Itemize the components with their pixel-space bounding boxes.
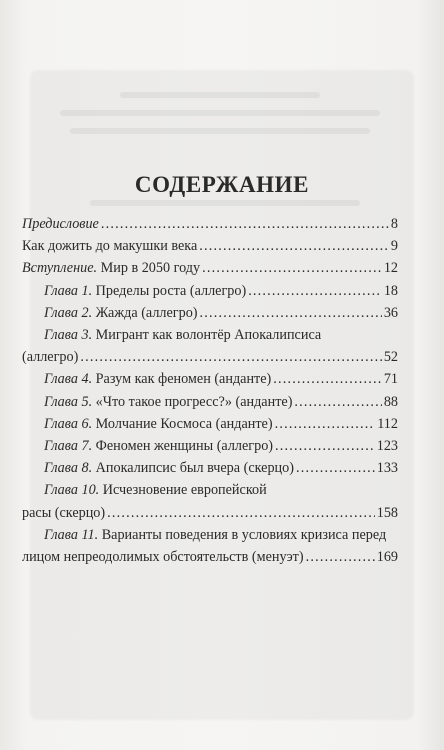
toc-entry-chapter-4[interactable] [22, 368, 398, 390]
dot-leader [101, 213, 389, 235]
dot-leader [296, 457, 375, 479]
page-number: 123 [376, 438, 398, 455]
toc-entry-chapter-8[interactable] [22, 457, 398, 479]
dot-leader [273, 368, 382, 390]
toc-entry-label: Глава 2. Жажда (аллегро) [44, 304, 198, 321]
toc-entry-label-continued: (аллегро) [22, 349, 79, 366]
toc-entry-intro-essay[interactable] [22, 235, 398, 257]
page-number: 52 [383, 349, 398, 366]
dot-leader [248, 280, 382, 302]
toc-entry-label-continued: расы (скерцо) [22, 504, 106, 521]
toc-entry-label: Глава 4. Разум как феномен (анданте) [44, 371, 272, 388]
dot-leader [80, 346, 381, 368]
page-number: 71 [383, 371, 398, 388]
page-number: 112 [377, 415, 398, 432]
page-title: СОДЕРЖАНИЕ [134, 172, 310, 197]
toc-entry-label: Глава 8. Апокалипсис был вчера (скерцо) [44, 460, 294, 477]
toc-entry-chapter-2[interactable] [22, 302, 398, 324]
toc-entry-chapter-5[interactable] [22, 391, 398, 413]
toc-entry-label: Глава 10. Исчезновение европейской [44, 482, 267, 499]
dot-leader [275, 413, 376, 435]
toc-entry-chapter-10-continued[interactable] [22, 502, 398, 524]
toc-entry-chapter-3-continued[interactable] [22, 346, 398, 368]
dot-leader [294, 391, 381, 413]
page-number: 8 [390, 216, 398, 232]
dot-leader [275, 435, 375, 457]
page-number: 169 [376, 549, 398, 566]
dot-leader [200, 302, 382, 324]
show-through-line [90, 200, 360, 206]
page-number: 36 [383, 304, 398, 321]
toc-entry-label: Глава 7. Феномен женщины (аллегро) [44, 438, 274, 455]
page-number: 18 [383, 282, 398, 299]
show-through-line [120, 92, 320, 98]
toc-entry-chapter-7[interactable] [22, 435, 398, 457]
toc-entry-chapter-11-continued[interactable] [22, 546, 398, 568]
toc-entry-label: Глава 3. Мигрант как волонтёр Апокалипсиса [44, 327, 322, 344]
toc-entry-label: Глава 11. Варианты поведения в условиях кризиса перед [44, 526, 387, 543]
show-through-line [70, 128, 370, 134]
toc-entry-label-continued: лицом непреодолимых обстоятельств (менуэт) [22, 549, 304, 566]
toc-entry-label: Предисловие [22, 216, 99, 232]
dot-leader [202, 257, 382, 279]
toc-entry-chapter-1[interactable] [22, 280, 398, 302]
page-number: 9 [390, 238, 398, 255]
toc-entry-label: Вступление. Мир в 2050 году [22, 260, 201, 277]
toc-entry-label: Глава 1. Пределы роста (аллегро) [44, 282, 247, 299]
toc-entry-chapter-10[interactable] [22, 479, 398, 501]
toc-entry-label: Как дожить до макушки века [22, 238, 198, 255]
dot-leader [199, 235, 389, 257]
toc-entry-chapter-11[interactable] [22, 524, 398, 546]
dot-leader [306, 546, 375, 568]
page-number: 12 [383, 260, 398, 277]
toc-entry-label: Глава 6. Молчание Космоса (анданте) [44, 415, 273, 432]
page-number: 158 [376, 504, 398, 521]
toc-entry-chapter-3[interactable] [22, 324, 398, 346]
page-number: 88 [383, 393, 398, 410]
dot-leader [107, 502, 375, 524]
toc-entry-label: Глава 5. «Что такое прогресс?» (анданте) [44, 393, 293, 410]
page-number: 133 [376, 460, 398, 477]
toc-entry-introduction[interactable] [22, 257, 398, 279]
show-through-line [60, 110, 380, 116]
table-of-contents [22, 213, 398, 568]
toc-entry-chapter-6[interactable] [22, 413, 398, 435]
toc-entry-preface[interactable] [22, 213, 398, 235]
